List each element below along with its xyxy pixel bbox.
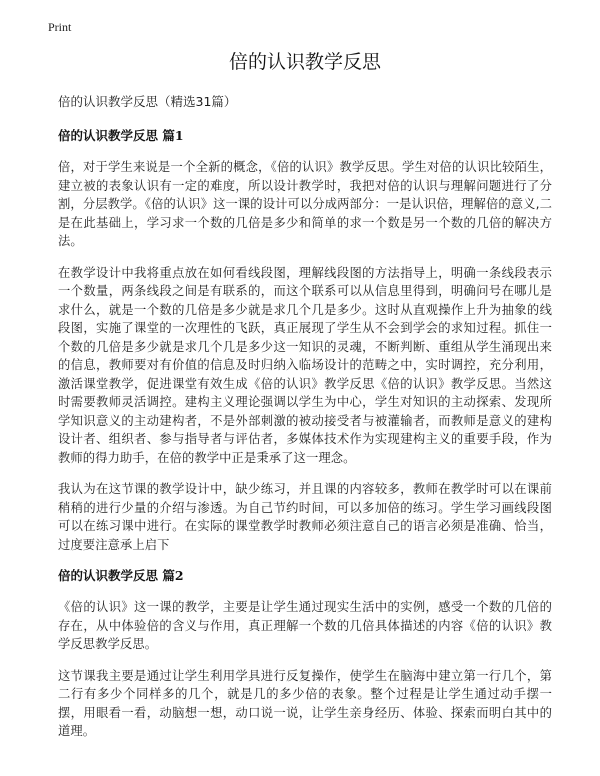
paragraph: 倍，对于学生来说是一个全新的概念，《倍的认识》教学反思。学生对倍的认识比较陌生，建立被的表象认识有一定的难度，所以设计教学时，我把对倍的认识与理解问题进行了分割，分层教学。《倍的认识》这一课的设计可以分成两部分：一是认识倍，理解倍的意义,二是在此基础上，学习求一个数的几倍是多少和简单的求一个数是另一个数的几倍的解决方法。 [58,160,552,248]
paragraph: 《倍的认识》这一课的教学，主要是让学生通过现实生活中的实例，感受一个数的几倍的存在，从中体验倍的含义与作用，真正理解一个数的几倍具体描述的内容《倍的认识》教学反思教学反思。 [58,600,552,651]
section-heading: 倍的认识教学反思 篇1 [58,128,184,143]
section-1 [58,127,552,554]
section-heading: 倍的认识教学反思 篇2 [58,568,184,583]
document-page [58,48,552,754]
print-link[interactable]: Print [48,20,72,34]
page-title: 倍的认识教学反思 [228,51,381,73]
document-subtitle: 倍的认识教学反思（精选31篇） [58,94,237,109]
paragraph: 这节课我主要是通过让学生利用学具进行反复操作，使学生在脑海中建立第一行几个，第二行有多少个同样多的几个，就是几的多少倍的表象。整个过程是让学生通过动手摆一摆，用眼看一看，动脑想一想，动口说一说，让学生亲身经历、体验、探索而明白其中的道理。 [58,668,552,738]
section-2 [58,567,552,741]
paragraph: 在教学设计中我将重点放在如何看线段图，理解线段图的方法指导上，明确一条线段表示一个数量，两条线段之间是有联系的，而这个联系可以从信息里得到，明确问号在哪儿是求什么，就是一个数的几倍是多少就是求几个几是多少。这时从直观操作上升为抽象的线段图，实施了课堂的一次理性的飞跃，真正展现了学生从不会到学会的求知过程。抓住一个数的几倍是多少就是求几个几是多少这一知识的灵魂，不断判断、重组从学生涌现出来的信息，教师要对有价值的信息及时归纳入临场设计的范畴之中，实时调控，充分利用，激活课堂教学，促进课堂有效生成《倍的认识》教学反思《倍的认识》教学反思。当然这时需要教师灵活调控。建构主义理论强调以学生为中心，学生对知识的主动探索、发现所学知识意义的主动建构者，不是外部刺激的被动接受者与被灌输者，而教师是意义的建构设计者、组织者、参与指导者与评估者，多媒体技术作为实现建构主义的重要手段，作为教师的得力助手，在倍的教学中正是秉承了这一理念。 [58,265,552,465]
paragraph: 我认为在这节课的教学设计中，缺少练习，并且课的内容较多，教师在教学时可以在课前稍稍的进行少量的介绍与渗透。为自己节约时间，可以多加倍的练习。学生学习画线段图可以在练习课中进行。在实际的课堂教学时教师必须注意自己的语言必须是准确、恰当，过度要注意承上启下 [58,482,552,552]
